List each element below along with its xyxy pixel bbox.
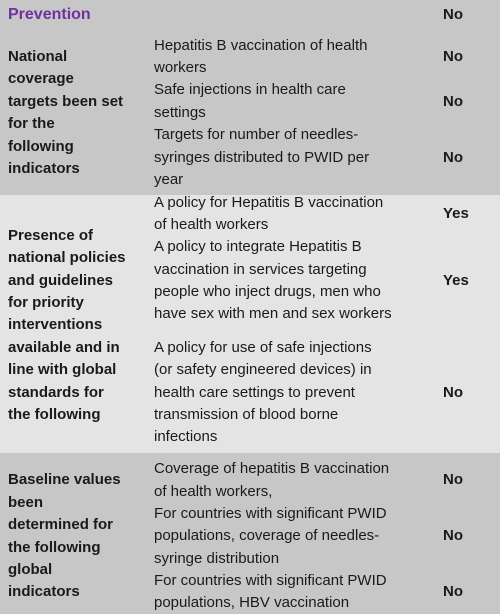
indicator-text-line: syringe distribution [154, 550, 280, 567]
indicator-answer: No [443, 384, 463, 401]
indicator-text-line: vaccination in services targeting [154, 261, 367, 278]
group-label-line: global [8, 561, 53, 578]
indicator-text-line: have sex with men and sex workers [154, 305, 392, 322]
group-label-line: for the [8, 115, 55, 132]
group-label-line: standards for [8, 384, 104, 401]
indicator-text-line: A policy for Hepatitis B vaccination [154, 194, 384, 211]
indicator-answer: Yes [443, 205, 469, 222]
indicator-text-line: A policy to integrate Hepatitis B [154, 238, 362, 255]
indicator-text-line: people who inject drugs, men who [154, 283, 381, 300]
indicator-text-line: transmission of blood borne [154, 406, 339, 423]
indicator-text-line: Safe injections in health care [154, 81, 346, 98]
group-label-line: determined for [8, 516, 114, 533]
group-label-line: Baseline values [8, 471, 121, 488]
indicator-text-line: syringes distributed to PWID per [154, 149, 370, 166]
group-label-line: available and in [8, 339, 120, 356]
group-label-line: and guidelines [8, 272, 114, 289]
indicator-answer: No [443, 471, 463, 488]
group-label-line: the following [8, 539, 101, 556]
group-label-line: targets been set [8, 93, 124, 110]
indicator-text-line: of health workers, [154, 483, 273, 500]
indicator-text-line: infections [154, 428, 218, 445]
indicator-text-line: Targets for number of needles- [154, 126, 359, 143]
group-label-line: indicators [8, 160, 80, 177]
section-answer: No [443, 6, 463, 23]
indicator-answer: No [443, 48, 463, 65]
indicator-text-line: populations, HBV vaccination [154, 594, 350, 611]
indicator-text-line: settings [154, 104, 206, 121]
group-label-line: Presence of [8, 227, 94, 244]
group-label-line: national policies [8, 249, 126, 266]
indicator-text-line: health care settings to prevent [154, 384, 355, 401]
indicator-text-line: A policy for use of safe injections [154, 339, 372, 356]
indicator-text-line: populations, coverage of needles- [154, 527, 380, 544]
section-title: Prevention [8, 6, 91, 23]
group-label-line: following [8, 138, 74, 155]
indicator-answer: No [443, 527, 463, 544]
group-label-line: been [8, 494, 44, 511]
group-label-line: coverage [8, 70, 74, 87]
indicator-answer: No [443, 583, 463, 600]
group-label-line: indicators [8, 583, 80, 600]
indicator-answer: No [443, 93, 463, 110]
group-label-line: National [8, 48, 68, 65]
group-label-line: for priority [8, 294, 84, 311]
indicator-answer: No [443, 149, 463, 166]
group-label-line: the following [8, 406, 101, 423]
group-label-line: line with global [8, 361, 117, 378]
indicator-text-line: year [154, 171, 184, 188]
indicator-text-line: Hepatitis B vaccination of health [154, 37, 368, 54]
indicator-text-line: For countries with significant PWID [154, 572, 387, 589]
indicator-text-line: of health workers [154, 216, 269, 233]
indicator-text-line: Coverage of hepatitis B vaccination [154, 460, 390, 477]
indicator-text-line: For countries with significant PWID [154, 505, 387, 522]
group-label-line: interventions [8, 316, 103, 333]
indicator-text-line: (or safety engineered devices) in [154, 361, 372, 378]
indicator-text-line: workers [154, 59, 207, 76]
indicator-answer: Yes [443, 272, 469, 289]
